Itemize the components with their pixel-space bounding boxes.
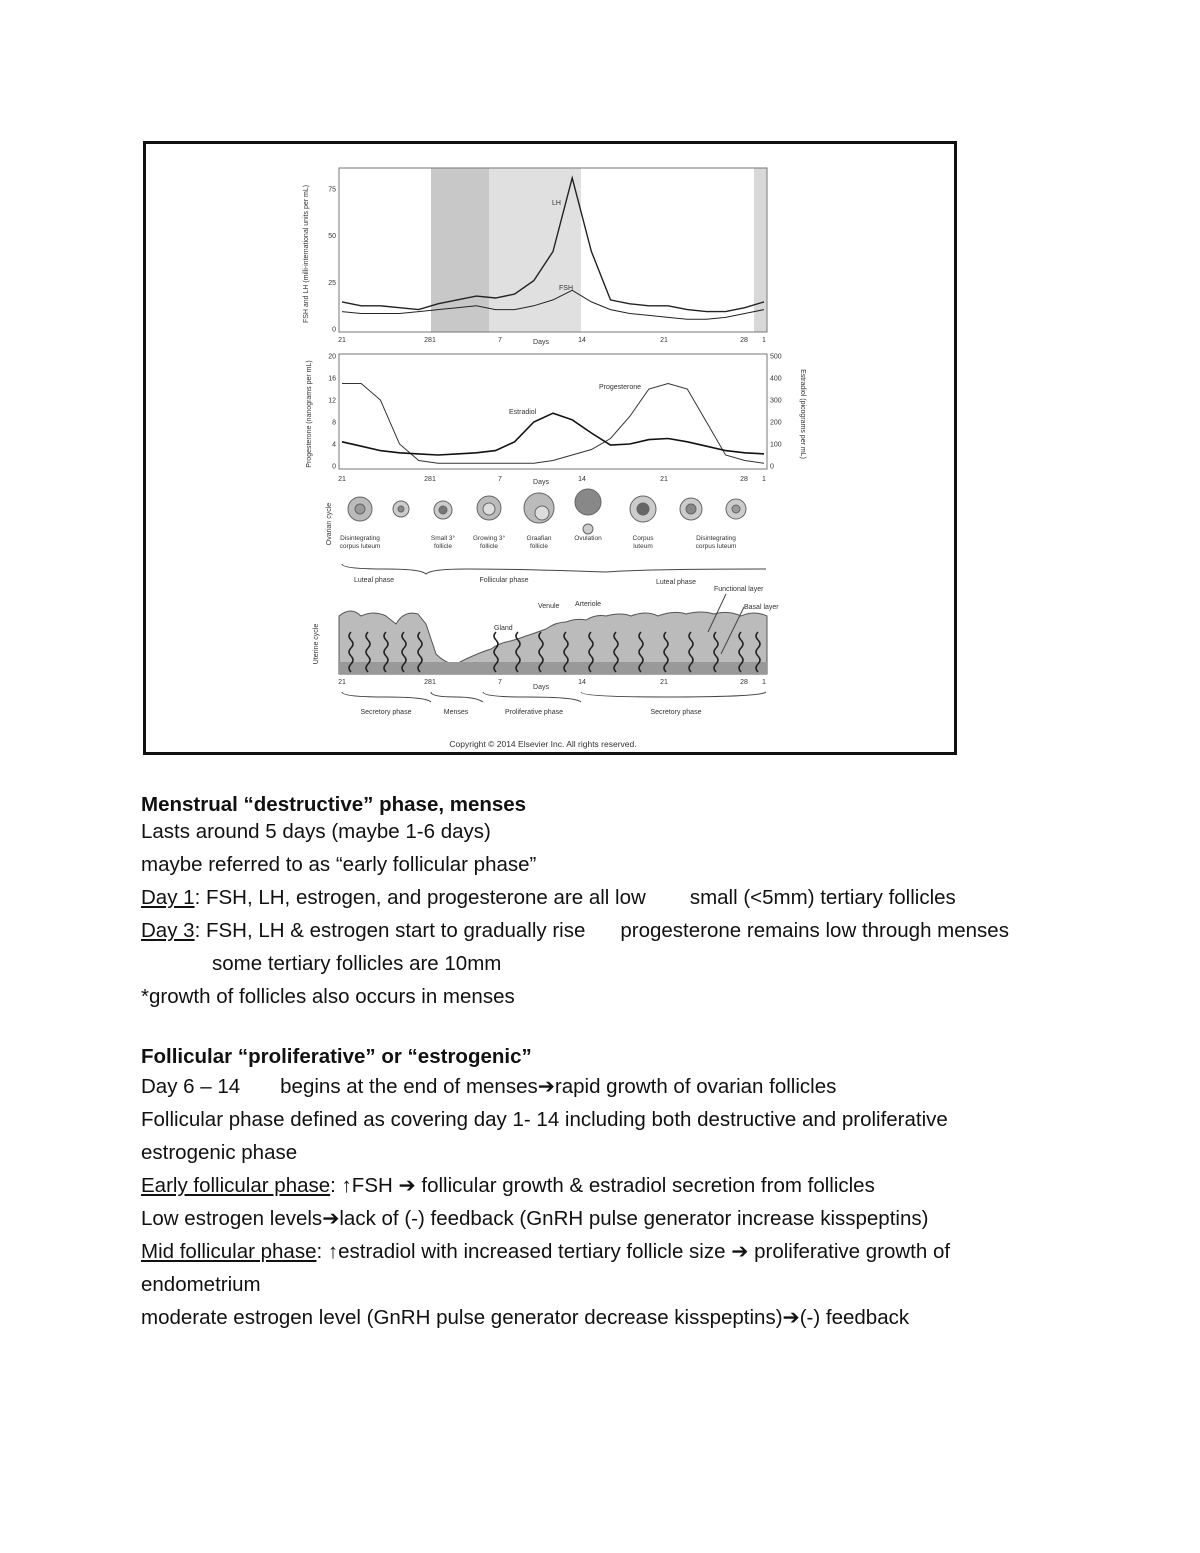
ovary-stage-label: corpus luteum xyxy=(339,543,381,550)
note-line-moderate-estrogen: moderate estrogen level (GnRH pulse generator decrease kisspeptins)➔(-) feedback xyxy=(141,1306,910,1329)
note-line: estrogenic phase xyxy=(141,1141,298,1164)
y-tick-label: 16 xyxy=(328,375,336,383)
ovary-stage-label: follicle xyxy=(529,543,549,550)
arteriole-label: Arteriole xyxy=(575,601,602,608)
ovary-stage-label: Disintegrating xyxy=(696,535,736,542)
x-tick-label: 1 xyxy=(762,337,766,344)
ovarian-phase-2: Follicular phase xyxy=(479,577,529,584)
x-tick-label: 21 xyxy=(338,476,346,483)
fsh-label: FSH xyxy=(559,285,573,292)
hormone-chart xyxy=(306,354,806,487)
note-line: maybe referred to as “early follicular phase” xyxy=(141,853,537,876)
x-tick-label: 21 xyxy=(660,337,668,344)
y-tick-label: 12 xyxy=(328,397,336,405)
heading-menstrual-phase: Menstrual “destructive” phase, menses xyxy=(141,793,527,816)
arrow-icon: ➔ xyxy=(537,1075,555,1098)
note-line: some tertiary follicles are 10mm xyxy=(212,952,502,975)
uterine-cycle xyxy=(313,586,779,716)
uterine-xlabel: Days xyxy=(533,684,549,691)
uterine-phase-2: Menses xyxy=(443,709,469,716)
lh-label: LH xyxy=(552,200,561,207)
arrow-icon: ➔ xyxy=(782,1306,800,1329)
ovary-stage-label: corpus luteum xyxy=(695,543,737,550)
y-tick-label: 300 xyxy=(770,397,782,405)
mid-ylabel-left: Progesterone (nanograms per mL) xyxy=(306,360,313,468)
y-tick-label: 75 xyxy=(328,186,336,194)
note-line: Follicular phase defined as covering day 1- 14 including both destructive and proliferative xyxy=(141,1108,948,1131)
ovarian-side-label: Ovarian cycle xyxy=(326,502,333,546)
basal-layer-label: Basal layer xyxy=(744,604,779,611)
x-tick-label: 1 xyxy=(432,679,436,686)
ovarian-cycle xyxy=(326,489,766,586)
x-tick-label: 28 xyxy=(424,679,432,686)
y-tick-label: 400 xyxy=(770,375,782,383)
x-tick-label: 7 xyxy=(498,679,502,686)
functional-layer-label: Functional layer xyxy=(714,586,764,593)
ovarian-phase-3: Luteal phase xyxy=(655,579,697,586)
x-tick-label: 21 xyxy=(660,476,668,483)
top-ylabel: FSH and LH (milli-international units per mL) xyxy=(303,184,310,324)
y-tick-label: 0 xyxy=(770,463,774,471)
uterine-phase-3: Proliferative phase xyxy=(505,709,563,716)
y-tick-label: 8 xyxy=(332,419,336,427)
y-tick-label: 200 xyxy=(770,419,782,427)
mid-ylabel-right: Estradiol (picograms per mL) xyxy=(799,369,806,459)
x-tick-label: 14 xyxy=(578,679,586,686)
ovarian-phase-1: Luteal phase xyxy=(353,577,395,584)
x-tick-label: 7 xyxy=(498,476,502,483)
uterine-phase-4: Secretory phase xyxy=(650,709,702,716)
x-tick-label: 1 xyxy=(432,337,436,344)
x-tick-label: 21 xyxy=(338,679,346,686)
note-line-day1: Day 1: FSH, LH, estrogen, and progesterone are all low small (<5mm) tertiary follicles xyxy=(141,886,956,909)
top-xlabel: Days xyxy=(533,339,549,346)
uterine-side-label: Uterine cycle xyxy=(313,623,320,665)
progesterone-label: Progesterone xyxy=(599,384,642,391)
ovary-stage-label: Corpus xyxy=(632,535,654,542)
estradiol-label: Estradiol xyxy=(509,409,537,416)
note-line-early-follicular: Early follicular phase: ↑FSH ➔ follicular growth & estradiol secretion from follicles xyxy=(141,1174,875,1197)
ovary-stage-label: follicle xyxy=(433,543,453,550)
x-tick-label: 28 xyxy=(424,476,432,483)
follicle-drawings xyxy=(348,489,746,534)
note-line-mid-follicular: Mid follicular phase: ↑estradiol with increased tertiary follicle size ➔ proliferative growth of xyxy=(141,1240,951,1263)
ovary-stage-label: Small 3° xyxy=(430,535,456,542)
note-line-low-estrogen: Low estrogen levels➔lack of (-) feedback (GnRH pulse generator increase kisspeptins) xyxy=(141,1207,929,1230)
arrow-icon: ➔ xyxy=(322,1207,340,1230)
x-tick-label: 1 xyxy=(762,679,766,686)
note-line: endometrium xyxy=(141,1273,261,1296)
y-tick-label: 20 xyxy=(328,353,336,361)
ovary-stage-label: follicle xyxy=(479,543,499,550)
x-tick-label: 21 xyxy=(660,679,668,686)
x-tick-label: 21 xyxy=(338,337,346,344)
day3-label: Day 3 xyxy=(141,919,195,942)
x-tick-label: 28 xyxy=(740,679,748,686)
y-tick-label: 25 xyxy=(328,279,336,287)
menstrual-cycle-figure xyxy=(143,141,957,755)
note-line-day3: Day 3: FSH, LH & estrogen start to gradually rise progesterone remains low through menses xyxy=(141,919,1009,942)
ovary-stage-label: Growing 3° xyxy=(472,535,506,542)
y-tick-label: 50 xyxy=(328,233,336,241)
copyright: Copyright © 2014 Elsevier Inc. All rights reserved. xyxy=(449,739,637,749)
x-tick-label: 14 xyxy=(578,476,586,483)
ovary-stage-label: luteum xyxy=(633,543,653,550)
y-tick-label: 4 xyxy=(332,441,336,449)
day1-label: Day 1 xyxy=(141,886,195,909)
x-tick-label: 1 xyxy=(762,476,766,483)
note-line: Lasts around 5 days (maybe 1-6 days) xyxy=(141,820,491,843)
arrow-icon: ➔ xyxy=(731,1240,749,1263)
uterine-phase-1: Secretory phase xyxy=(360,709,412,716)
gland-label: Gland xyxy=(494,625,513,632)
x-tick-label: 14 xyxy=(578,337,586,344)
y-tick-label: 500 xyxy=(770,353,782,361)
fsh-lh-chart xyxy=(303,168,767,346)
x-tick-label: 7 xyxy=(498,337,502,344)
x-tick-label: 28 xyxy=(424,337,432,344)
venule-label: Venule xyxy=(538,603,560,610)
y-tick-label: 100 xyxy=(770,441,782,449)
y-tick-label: 0 xyxy=(332,326,336,334)
x-tick-label: 28 xyxy=(740,337,748,344)
heading-follicular-phase: Follicular “proliferative” or “estrogenic” xyxy=(141,1045,532,1068)
ovary-stage-label: Ovulation xyxy=(574,535,602,542)
note-line: *growth of follicles also occurs in menses xyxy=(141,985,515,1008)
y-tick-label: 0 xyxy=(332,463,336,471)
note-line-days-6-14: Day 6 – 14 begins at the end of menses➔rapid growth of ovarian follicles xyxy=(141,1075,837,1098)
x-tick-label: 1 xyxy=(432,476,436,483)
ovary-stage-label: Disintegrating xyxy=(340,535,380,542)
arrow-icon: ➔ xyxy=(398,1174,416,1197)
x-tick-label: 28 xyxy=(740,476,748,483)
mid-xlabel: Days xyxy=(533,479,549,486)
ovary-stage-label: Graafian xyxy=(526,535,552,542)
